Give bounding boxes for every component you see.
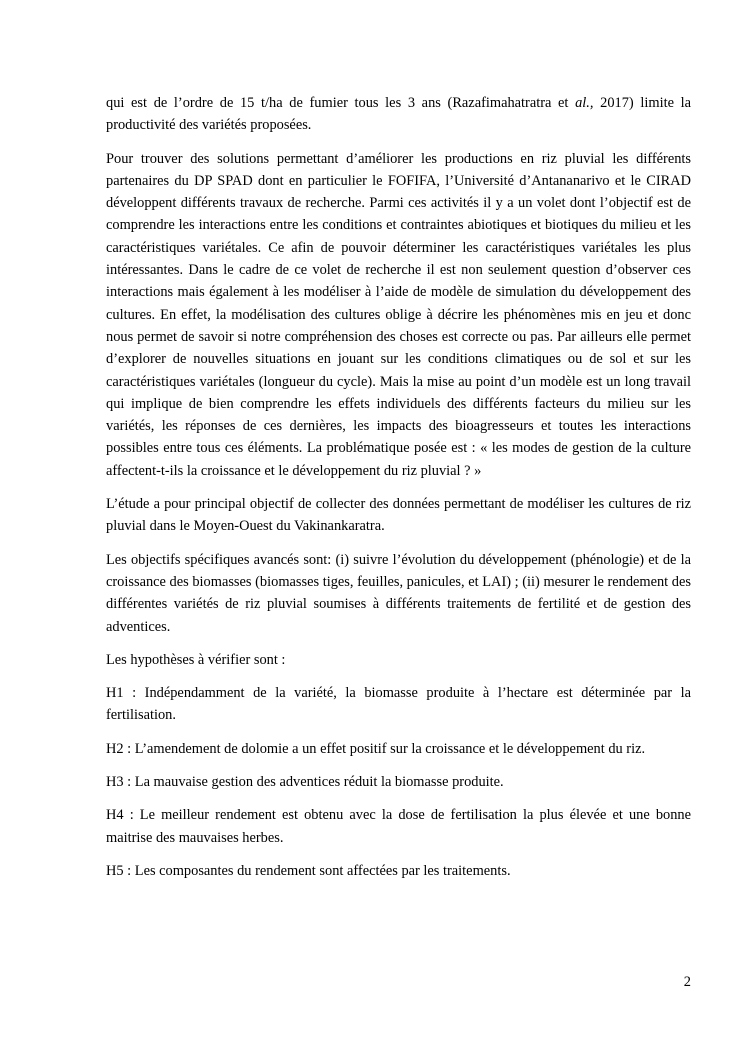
hypothesis-h1: H1 : Indépendamment de la variété, la biomasse produite à l’hectare est déterminée par la fertilisation.: [106, 685, 691, 724]
hypothesis-h5: H5 : Les composantes du rendement sont affectées par les traitements.: [106, 862, 511, 879]
body-text: [106, 92, 691, 893]
italic-citation: al.,: [575, 95, 594, 111]
paragraph-text: 2017) limite la productivité des variétés proposées.: [106, 95, 691, 134]
page-number: 2: [683, 974, 691, 990]
paragraph-specific-objectives: Les objectifs spécifiques avancés sont: (i) suivre l’évolution du développement (phénologie) et de la croissance des biomasses (biomasses tiges, feuilles, panicules, et LAI) ; (ii) mesurer le rendement des différentes variétés de riz pluvial soumises à différents traitements de fertilité et de gestion des adventices.: [106, 551, 691, 635]
hypothesis-h3: H3 : La mauvaise gestion des adventices réduit la biomasse produite.: [106, 774, 504, 791]
hypothesis-h4: H4 : Le meilleur rendement est obtenu avec la dose de fertilisation la plus élevée et une bonne maitrise des mauvaises herbes.: [106, 807, 691, 846]
paragraph-main-objective: L’étude a pour principal objectif de collecter des données permettant de modéliser les cultures de riz pluvial dans le Moyen-Ouest du Vakinankaratra.: [106, 496, 691, 535]
paragraph-intro-continuation: [106, 92, 691, 137]
paragraph-hypotheses-intro: Les hypothèses à vérifier sont :: [106, 651, 286, 668]
hypothesis-h2: H2 : L’amendement de dolomie a un effet positif sur la croissance et le développement du riz.: [106, 740, 646, 757]
paragraph-text: qui est de l’ordre de 15 t/ha de fumier tous les 3 ans (Razafimahatratra et: [106, 95, 576, 111]
paragraph-context: Pour trouver des solutions permettant d’améliorer les productions en riz pluvial les différents partenaires du DP SPAD dont en particulier le FOFIFA, l’Université d’Antananarivo et le CIRAD développent différents travaux de recherche. Parmi ces activités il y a un volet dont l’objectif est de comprendre les interactions entre les conditions et contraintes abiotiques et biotiques du milieu et les caractéristiques variétales. Ce afin de pouvoir déterminer les caractéristiques variétales les plus intéressantes. Dans le cadre de ce volet de recherche il est non seulement question d’observer ces interactions mais également à les modéliser à l’aide de modèle de simulation du développement des cultures. En effet, la modélisation des cultures oblige à décrire les phénomènes mis en jeu et donc nous permet de savoir si notre compréhension des choses est correcte ou pas. Par ailleurs elle permet d’explorer de nouvelles situations en jouant sur les conditions climatiques ou de sol et sur les caractéristiques variétales (longueur du cycle). Mais la mise au point d’un modèle est un long travail qui implique de bien comprendre les effets individuels des différents facteurs du milieu sur les variétés, les réponses de ces dernières, les impacts des bioagresseurs et toutes les interactions possibles entre tous ces éléments. La problématique posée est : « les modes de gestion de la culture affectent-t-ils la croissance et le développement du riz pluvial ? »: [106, 150, 691, 479]
